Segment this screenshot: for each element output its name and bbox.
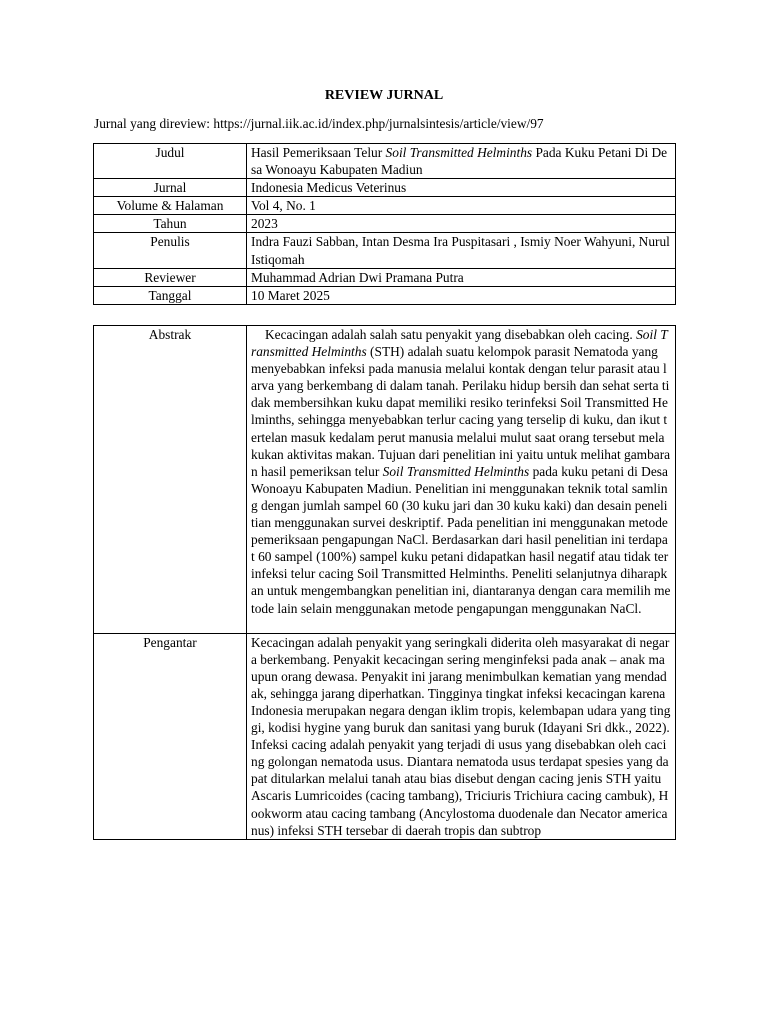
table-row bbox=[94, 633, 676, 839]
abstrak-text: Kecacingan adalah salah satu penyakit yang disebabkan oleh cacing. Soil Transmitted Helminths (STH) adalah suatu kelompok parasit Nematoda yang menyebabkan infeksi pada manusia melalui kontak dengan telur parasit atau larva yang berkembang di dalam tanah. Perilaku hidup bersih dan sehat serta tidak membersihkan kuku dapat memiliki resiko terinfeksi Soil Transmitted Helminths, sehingga menyebabkan terlur cacing yang terselip di kuku, dan ikut tertelan masuk kedalam perut manusia melalui mulut saat orang tersebut melakukan aktivitas makan. Tujuan dari penelitian ini yaitu untuk melihat gambaran hasil pemeriksan telur Soil Transmitted Helminths pada kuku petani di Desa Wonoayu Kabupaten Madiun. Penelitian ini menggunakan teknik total samling dengan jumlah sampel 60 (30 kuku jari dan 30 kuku kaki) dan desain penelitian menggunakan survei deskriptif. Pada penelitian ini menggunakan metode pemeriksaan pengapungan NaCl. Berdasarkan dari hasil penelitian ini terdapat 60 sampel (100%) sampel kuku petani didapatkan hasil negatif atau tidak terinfeksi telur cacing Soil Transmitted Helminths. Peneliti selanjutnya diharapkan untuk mengembangkan penelitian ini, diantaranya dengan cara memilih metode lain selain menggunakan metode pengapungan menggunakan NaCl. bbox=[247, 326, 676, 634]
tanggal-value: 10 Maret 2025 bbox=[247, 286, 676, 304]
document-title: REVIEW JURNAL bbox=[324, 88, 444, 103]
pengantar-text: Kecacingan adalah penyakit yang seringkali diderita oleh masyarakat di negara berkembang. Penyakit kecacingan sering menginfeksi pada anak – anak maupun orang dewasa. Penyakit ini jarang menimbulkan kematian yang mendadak, sehingga jarang diperhatkan. Tingginya tingkat infeksi kecacingan karena Indonesia merupakan negara dengan iklim tropis, kelembapan udara yang tinggi, kodisi hygine yang buruk dan sanitasi yang buruk (Idayani Sri dkk., 2022). Infeksi cacing adalah penyakit yang terjadi di usus yang disebabkan oleh cacing golongan nematoda usus. Diantara nematoda usus terdapat spesies yang dapat ditularkan melalui tanah atau bias disebut dengan cacing jenis STH yaitu Ascaris Lumricoides (cacing tambang), Triciuris Trichiura cacing cambuk), Hookworm atau cacing tambang (Ancylostoma duodenale dan Necator americanus) infeksi STH tersebar di daerah tropis dan subtrop bbox=[247, 633, 676, 839]
pengantar-label: Pengantar bbox=[94, 633, 247, 839]
journal-url[interactable]: https://jurnal.iik.ac.id/index.php/jurnalsintesis/article/view/97 bbox=[213, 116, 544, 131]
volume-label: Volume & Halaman bbox=[94, 197, 247, 215]
judul-value: Hasil Pemeriksaan Telur Soil Transmitted Helminths Pada Kuku Petani Di Desa Wonoayu Kabupaten Madiun bbox=[247, 144, 676, 179]
table-row bbox=[94, 197, 676, 215]
tahun-value: 2023 bbox=[247, 215, 676, 233]
tahun-label: Tahun bbox=[94, 215, 247, 233]
table-row bbox=[94, 144, 676, 179]
judul-label: Judul bbox=[94, 144, 247, 179]
table-row bbox=[94, 215, 676, 233]
url-label: Jurnal yang direview: bbox=[94, 116, 211, 131]
table-row bbox=[94, 326, 676, 634]
reviewed-journal-line bbox=[94, 116, 544, 132]
table-row bbox=[94, 268, 676, 286]
penulis-label: Penulis bbox=[94, 233, 247, 268]
jurnal-label: Jurnal bbox=[94, 179, 247, 197]
table-row bbox=[94, 233, 676, 268]
penulis-value: Indra Fauzi Sabban, Intan Desma Ira Puspitasari , Ismiy Noer Wahyuni, Nurul Istiqomah bbox=[247, 233, 676, 268]
table-row bbox=[94, 286, 676, 304]
jurnal-value: Indonesia Medicus Veterinus bbox=[247, 179, 676, 197]
table-row bbox=[94, 179, 676, 197]
abstrak-label: Abstrak bbox=[94, 326, 247, 634]
tanggal-label: Tanggal bbox=[94, 286, 247, 304]
volume-value: Vol 4, No. 1 bbox=[247, 197, 676, 215]
metadata-table bbox=[93, 143, 676, 305]
reviewer-label: Reviewer bbox=[94, 268, 247, 286]
review-content-table bbox=[93, 325, 676, 840]
reviewer-value: Muhammad Adrian Dwi Pramana Putra bbox=[247, 268, 676, 286]
